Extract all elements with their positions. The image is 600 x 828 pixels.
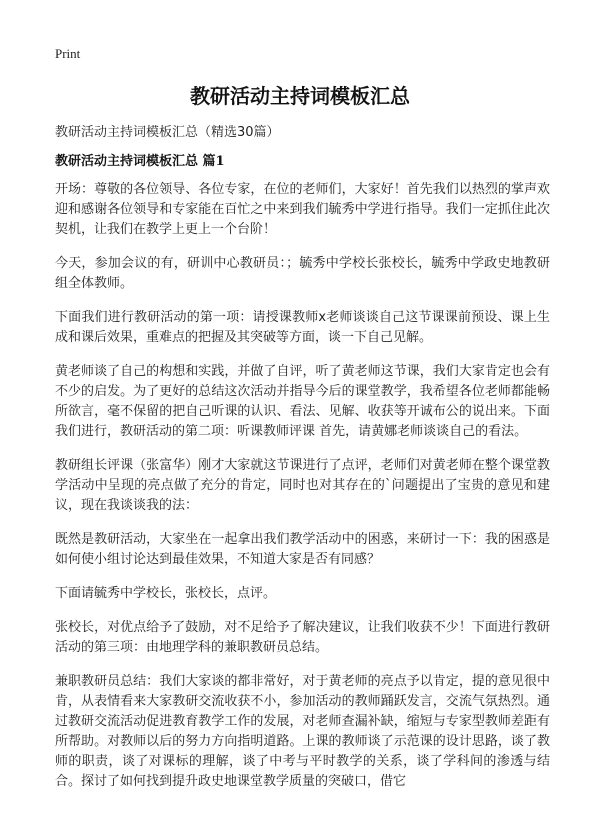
print-link[interactable]: Print [55, 46, 81, 61]
paragraph-group-leader-review: 教研组长评课（张富华）刚才大家就这节课进行了点评，老师们对黄老师在整个课堂教学活动中呈现的亮点做了充分的肯定，同时也对其存在的`问题提出了宝贵的意见和建议，现在我谈谈我的法： [55, 458, 550, 513]
paragraph-item-three: 张校长，对优点给予了鼓励，对不足给予了解决建议，让我们收获不少！下面进行教研活动的第三项：由地理学科的兼职教研员总结。 [55, 620, 550, 655]
paragraph-item-two: 黄老师谈了自己的构想和实践，并做了自评，听了黄老师这节课，我们大家肯定也会有不少的启发。为了更好的总结这次活动并指导今后的课堂教学，我希望各位老师都能畅所欲言，毫不保留的把自己听课的认识、看法、见解、收获等开诚布公的说出来。下面我们进行，教研活动的第二项：听课教师评课 首先，请黄娜老师谈谈自己的看法。 [55, 364, 550, 439]
page-title: 教研活动主持词模板汇总 [190, 84, 410, 108]
paragraph-opening: 开场：尊敬的各位领导、各位专家，在位的老师们，大家好！首先我们以热烈的掌声欢迎和感谢各位领导和专家能在百忙之中来到我们毓秀中学进行指导。我们一定抓住此次契机，让我们在教学上更上一个台阶！ [55, 182, 550, 237]
document-body [55, 180, 550, 806]
paragraph-summary: 兼职教研员总结：我们大家谈的都非常好，对于黄老师的亮点予以肯定，提的意见很中肯，从表情看来大家教研交流收获不小，参加活动的教师踊跃发言，交流气氛热烈。通过教研交流活动促进教育教学工作的发展，对老师查漏补缺，缩短与专家型教师差距有所帮助。对教师以后的努力方向指明道路。上课的教师谈了示范课的设计思路，谈了教师的职责，谈了对课标的理解，谈了中考与平时教学的关系，谈了学科间的渗透与结合。探讨了如何找到提升政史地课堂教学质量的突破口，借它 [55, 674, 550, 789]
paragraph-principal-review: 下面请毓秀中学校长，张校长，点评。 [55, 586, 277, 601]
document-subtitle: 教研活动主持词模板汇总（精选30篇） [55, 125, 280, 140]
paragraph-discussion: 既然是教研活动，大家坐在一起拿出我们教学活动中的困惑，来研讨一下：我的困惑是如何使小组讨论达到最佳效果，不知道大家是否有同感？ [55, 532, 550, 567]
paragraph-item-one: 下面我们进行教研活动的第一项：请授课教师x老师谈谈自己这节课课前预设、课上生成和课后效果，重难点的把握及其突破等方面，谈一下自己见解。 [55, 310, 550, 345]
section-heading: 教研活动主持词模板汇总 篇1 [55, 154, 225, 169]
paragraph-attendees: 今天，参加会议的有，研训中心教研员：；毓秀中学校长张校长，毓秀中学政史地教研组全体教师。 [55, 256, 550, 291]
